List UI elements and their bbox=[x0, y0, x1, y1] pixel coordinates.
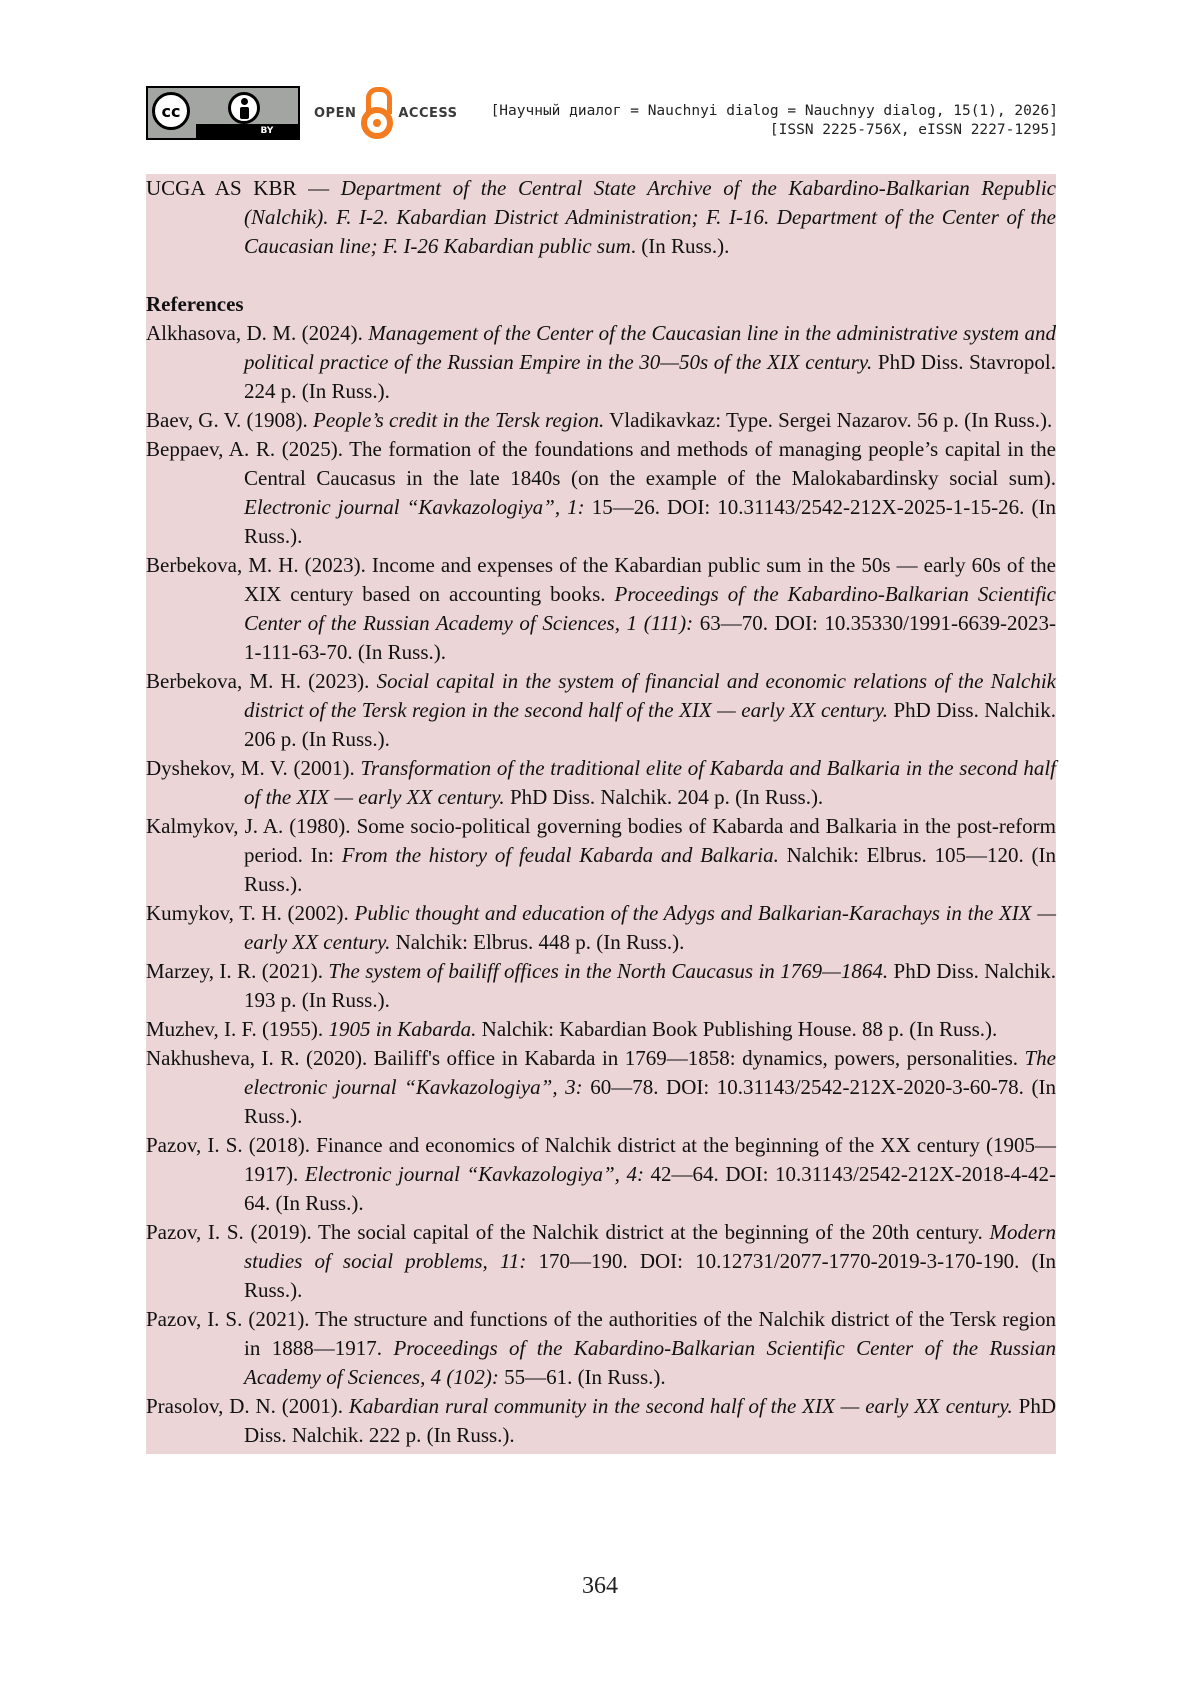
open-access-logo bbox=[314, 86, 458, 140]
reference-text: Pazov, I. S. (2018). Finance and economics of Nalchik district at the beginning of the XX century (1905—1917). bbox=[146, 1133, 1056, 1186]
license-label: BY bbox=[196, 124, 298, 138]
reference-text: Beppaev, A. R. (2025). The formation of the foundations and methods of managing people’s capital in the Central Caucasus in the late 1840s (on the example of the Malokabardinsky social sum). bbox=[146, 437, 1056, 490]
reference-details: Nalchik: Elbrus. 105—120. (In Russ.). bbox=[244, 843, 1056, 896]
reference-details: 42—64. DOI: 10.31143/2542-212X-2018-4-42-64. (In Russ.). bbox=[244, 1162, 1056, 1215]
reference-details: PhD Diss. Nalchik. 193 p. (In Russ.). bbox=[244, 959, 1056, 1012]
attribution-icon bbox=[228, 92, 260, 124]
reference-list bbox=[146, 319, 1056, 1450]
reference-title: Kabardian rural community in the second half of the XIX — early XX century. bbox=[348, 1394, 1013, 1418]
reference-title: From the history of feudal Kabarda and Balkaria. bbox=[341, 843, 779, 867]
reference-text: Prasolov, D. N. (2001). bbox=[146, 1394, 349, 1418]
reference-entry bbox=[146, 1218, 1056, 1305]
reference-text: Baev, G. V. (1908). bbox=[146, 408, 314, 432]
reference-entry bbox=[146, 754, 1056, 812]
reference-text: Kalmykov, J. A. (1980). Some socio-political governing bodies of Kabarda and Balkaria in the post-reform period. In: bbox=[146, 814, 1056, 867]
reference-details: PhD Diss. Stavropol. 224 p. (In Russ.). bbox=[244, 350, 1056, 403]
reference-entry bbox=[146, 551, 1056, 667]
creative-commons-icon: cc bbox=[152, 92, 190, 130]
reference-details: 170—190. DOI: 10.12731/2077-1770-2019-3-170-190. (In Russ.). bbox=[244, 1249, 1056, 1302]
references-section bbox=[146, 174, 1056, 1454]
reference-details: PhD Diss. Nalchik. 206 p. (In Russ.). bbox=[244, 698, 1056, 751]
reference-title: Electronic journal “Kavkazologiya”, 1: bbox=[244, 495, 585, 519]
open-access-right-text: ACCESS bbox=[398, 105, 458, 121]
reference-text: Nakhusheva, I. R. (2020). Bailiff's office in Kabarda in 1769—1858: dynamics, powers, personalities. bbox=[146, 1046, 1025, 1070]
reference-details: Nalchik: Elbrus. 448 p. (In Russ.). bbox=[390, 930, 685, 954]
reference-text: Dyshekov, M. V. (2001). bbox=[146, 756, 361, 780]
archive-source-entry bbox=[146, 174, 1056, 261]
page-number: 364 bbox=[582, 1573, 618, 1599]
reference-text: Berbekova, M. H. (2023). bbox=[146, 669, 377, 693]
references-heading: References bbox=[146, 292, 244, 316]
reference-text: Berbekova, M. H. (2023). Income and expenses of the Kabardian public sum in the 50s — early 60s of the XIX century based on accounting books. bbox=[146, 553, 1056, 606]
reference-details: 15—26. DOI: 10.31143/2542-212X-2025-1-15-26. (In Russ.). bbox=[244, 495, 1056, 548]
reference-title: Social capital in the system of financial and economic relations of the Nalchik district of the Tersk region in the second half of the XIX — early XX century. bbox=[244, 669, 1056, 722]
journal-issn-line: [ISSN 2225-756X, eISSN 2227-1295] bbox=[769, 122, 1058, 138]
reference-entry bbox=[146, 667, 1056, 754]
reference-title: People’s credit in the Tersk region. bbox=[313, 408, 605, 432]
reference-entry bbox=[146, 899, 1056, 957]
reference-title: Proceedings of the Kabardino-Balkarian Scientific Center of the Russian Academy of Sciences, 1 (111): bbox=[244, 582, 1056, 635]
reference-entry bbox=[146, 1015, 1056, 1044]
open-access-lock-icon bbox=[360, 87, 394, 139]
reference-entry bbox=[146, 435, 1056, 551]
reference-details: 55—61. (In Russ.). bbox=[498, 1365, 666, 1389]
reference-title: Electronic journal “Kavkazologiya”, 4: bbox=[304, 1162, 644, 1186]
archive-language-note: . (In Russ.). bbox=[630, 234, 730, 258]
open-access-left-text: OPEN bbox=[314, 105, 357, 121]
journal-title-line: [Научный диалог = Nauchnyi dialog = Nauchnyy dialog, 15(1), 2026] bbox=[490, 103, 1058, 119]
reference-title: Proceedings of the Kabardino-Balkarian Scientific Center of the Russian Academy of Sciences, 4 (102): bbox=[244, 1336, 1056, 1389]
reference-text: Pazov, I. S. (2019). The social capital of the Nalchik district at the beginning of the 20th century. bbox=[146, 1220, 990, 1244]
reference-title: The electronic journal “Kavkazologiya”, 3: bbox=[244, 1046, 1056, 1099]
reference-title: The system of bailiff offices in the North Caucasus in 1769—1864. bbox=[328, 959, 889, 983]
reference-details: Nalchik: Kabardian Book Publishing House. 88 p. (In Russ.). bbox=[476, 1017, 998, 1041]
reference-title: 1905 in Kabarda. bbox=[328, 1017, 477, 1041]
reference-text: Muzhev, I. F. (1955). bbox=[146, 1017, 329, 1041]
reference-entry bbox=[146, 406, 1056, 435]
reference-entry bbox=[146, 319, 1056, 406]
reference-details: PhD Diss. Nalchik. 222 p. (In Russ.). bbox=[244, 1394, 1056, 1447]
reference-details: 60—78. DOI: 10.31143/2542-212X-2020-3-60-78. (In Russ.). bbox=[244, 1075, 1056, 1128]
reference-entry bbox=[146, 1131, 1056, 1218]
reference-entry bbox=[146, 1305, 1056, 1392]
reference-title: Transformation of the traditional elite of Kabarda and Balkaria in the second half of the XIX — early XX century. bbox=[244, 756, 1056, 809]
reference-details: PhD Diss. Nalchik. 204 p. (In Russ.). bbox=[504, 785, 824, 809]
archive-abbreviation: UCGA AS KBR — bbox=[146, 176, 341, 200]
reference-entry bbox=[146, 1044, 1056, 1131]
journal-citation bbox=[491, 102, 1058, 140]
cc-by-license-badge bbox=[146, 86, 300, 140]
reference-text: Marzey, I. R. (2021). bbox=[146, 959, 329, 983]
reference-title: Public thought and education of the Adygs and Balkarian-Karachays in the XIX — early XX century. bbox=[244, 901, 1057, 954]
reference-details: 63—70. DOI: 10.35330/1991-6639-2023-1-111-63-70. (In Russ.). bbox=[244, 611, 1056, 664]
reference-title: Management of the Center of the Caucasian line in the administrative system and political practice of the Russian Empire in the 30—50s of the XIX century. bbox=[244, 321, 1056, 374]
reference-text: Alkhasova, D. M. (2024). bbox=[146, 321, 369, 345]
reference-entry bbox=[146, 957, 1056, 1015]
reference-text: Pazov, I. S. (2021). The structure and functions of the authorities of the Nalchik district of the Tersk region in 1888—1917. bbox=[146, 1307, 1056, 1360]
reference-title: Modern studies of social problems, 11: bbox=[244, 1220, 1056, 1273]
reference-text: Kumykov, T. H. (2002). bbox=[146, 901, 355, 925]
reference-entry bbox=[146, 812, 1056, 899]
reference-entry bbox=[146, 1392, 1056, 1450]
archive-description: Department of the Central State Archive of the Kabardino-Balkarian Republic (Nalchik). F. I-2. Kabardian District Administration; F. I-16. Department of the Center of the Caucasian line; F. I-26 Kabardian public sum bbox=[244, 176, 1056, 258]
reference-details: Vladikavkaz: Type. Sergei Nazarov. 56 p. (In Russ.). bbox=[604, 408, 1053, 432]
